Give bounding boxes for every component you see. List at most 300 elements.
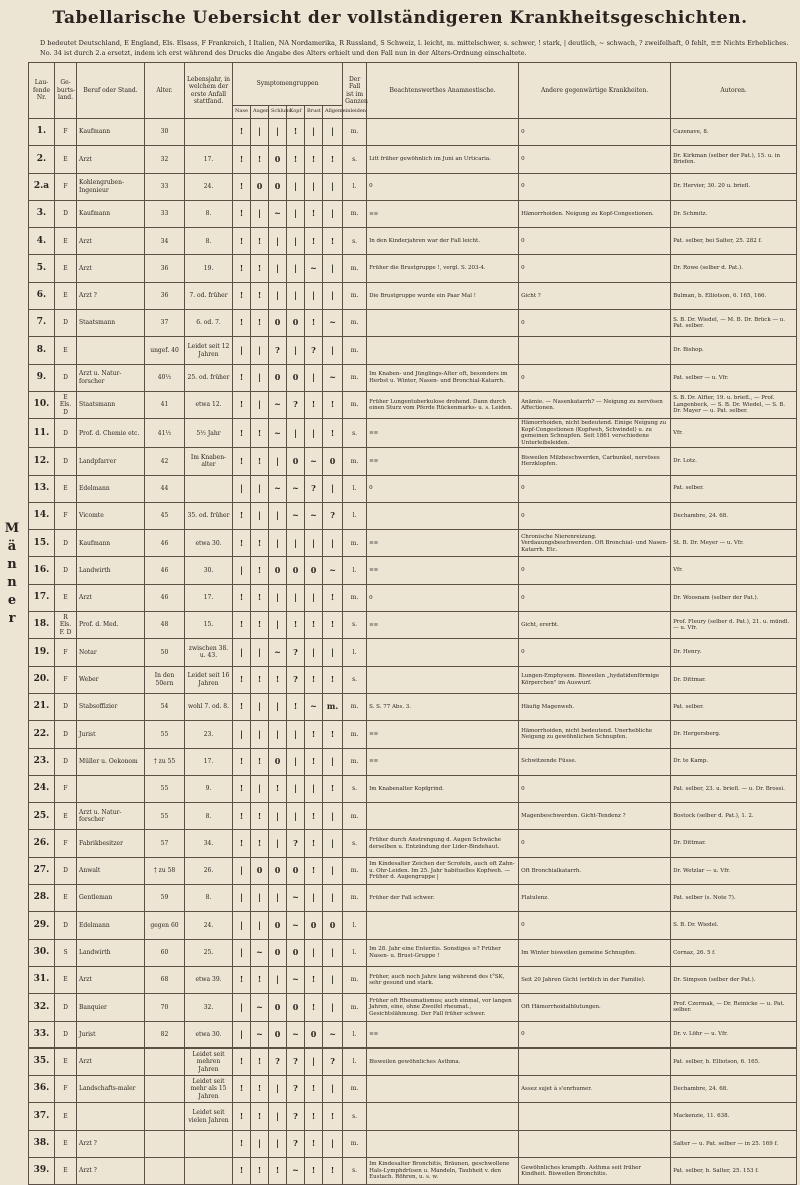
anamnesis: ≡≡ [367,721,519,748]
header-beruf: Beruf oder Stand. [77,63,145,119]
authors: S. B. Dr. Wiedel. [671,912,797,939]
symptom-mark: 0 [269,146,287,173]
authors: Vfr. [671,557,797,584]
birth-country: E [55,337,77,364]
anamnesis: Litt früher gewöhnlich im Juni an Urticaria. [367,146,519,173]
symptom-mark: ~ [269,391,287,418]
age: 46 [145,557,185,584]
onset-year: Leidet seit vielen Jahren [185,1103,233,1130]
symptom-mark: ~ [323,364,343,391]
header-symptom-col: Kopf [287,106,305,119]
table-row [29,857,797,884]
symptom-mark: | [269,1103,287,1130]
onset-year [185,1130,233,1157]
severity: m. [343,803,367,830]
symptom-mark: ! [233,966,251,993]
case-number: 24. [29,775,55,802]
symptom-mark: | [269,448,287,475]
birth-country: E [55,475,77,502]
authors: Dechambre, 24. 68. [671,502,797,529]
table-row [29,803,797,830]
header-symptom-col: Allgemeinleiden [323,106,343,119]
case-number: 7. [29,310,55,337]
anamnesis: Früher Lungentuberkulose drohend. Dann durch einen Sturz vom Pferde Rückenmarks- u. s. Leiden. [367,391,519,418]
symptom-mark: 0 [269,939,287,966]
other-diseases: 0 [519,475,671,502]
birth-country: R Els. F. D [55,612,77,639]
birth-country: D [55,994,77,1021]
header-alter: Alter. [145,63,185,119]
severity: m. [343,310,367,337]
table-row [29,530,797,557]
authors: Dr. Hervier, 30. 20 u. briefl. [671,173,797,200]
anamnesis: Im Knaben- und Jünglings-Alter oft, besonders im Herbst u. Winter, Nasen- und Bronchial-Katarrh. [367,364,519,391]
symptom-mark: ~ [269,419,287,448]
header-symptom-col: Brust [305,106,323,119]
symptom-mark: ! [251,830,269,857]
severity: l. [343,912,367,939]
authors: Dr. Woosnam (selber der Pat.). [671,584,797,611]
symptom-mark: ! [323,228,343,255]
case-number: 3. [29,200,55,227]
symptom-mark: ! [233,530,251,557]
age: 68 [145,966,185,993]
symptom-mark: ! [269,1157,287,1184]
other-diseases: Oft Hämorrhoidalblutungen. [519,994,671,1021]
age: 60 [145,939,185,966]
severity: m. [343,857,367,884]
onset-year [185,1157,233,1184]
profession: Arzt u. Natur-forscher [77,364,145,391]
anamnesis [367,502,519,529]
symptom-mark: ? [305,337,323,364]
header-andere: Andere gegenwärtige Krankheiten. [519,63,671,119]
symptom-mark: 0 [287,364,305,391]
authors: St. B. Dr. Meyer — u. Vfr. [671,530,797,557]
symptom-mark: ? [287,1048,305,1075]
authors: Pat. selber — u. Vfr. [671,364,797,391]
symptom-mark: ! [323,1103,343,1130]
symptom-mark: 0 [305,912,323,939]
symptom-mark: | [251,885,269,912]
table-row [29,391,797,418]
symptom-mark: | [251,475,269,502]
table-row [29,748,797,775]
birth-country: F [55,830,77,857]
symptom-mark: | [323,119,343,146]
anamnesis: 0 [367,475,519,502]
symptom-mark: | [323,857,343,884]
case-number: 15. [29,530,55,557]
symptom-mark: ! [251,557,269,584]
profession: Fabrikbesitzer [77,830,145,857]
symptom-mark: | [269,282,287,309]
age: 55 [145,775,185,802]
symptom-mark: ! [251,448,269,475]
symptom-mark: | [323,282,343,309]
profession: Edelmann [77,475,145,502]
symptom-mark: | [287,228,305,255]
severity: m. [343,255,367,282]
profession [77,1103,145,1130]
profession: Müller u. Oekonom [77,748,145,775]
authors: Bulman, b. Elliotson, 6. 165, 166. [671,282,797,309]
symptom-mark: | [323,173,343,200]
case-number: 12. [29,448,55,475]
case-number: 31. [29,966,55,993]
case-number: 18. [29,612,55,639]
symptom-mark: ! [305,857,323,884]
table-row [29,1076,797,1103]
onset-year: 26. [185,857,233,884]
symptom-mark: ! [305,228,323,255]
authors: Dr. te Kamp. [671,748,797,775]
anamnesis: 0 [367,584,519,611]
birth-country: E [55,803,77,830]
case-number: 19. [29,639,55,666]
symptom-mark: ! [287,119,305,146]
anamnesis [367,1130,519,1157]
symptom-mark: ! [251,1103,269,1130]
severity: l. [343,639,367,666]
table-row [29,1021,797,1048]
onset-year: Im Knaben-alter [185,448,233,475]
symptom-mark: ~ [287,502,305,529]
table-row [29,721,797,748]
table-row [29,994,797,1021]
header-symptome: Symptomengruppen [233,63,343,106]
symptom-mark: | [305,775,323,802]
age: 55 [145,721,185,748]
symptom-mark: ! [251,612,269,639]
profession: Arzt u. Natur-forscher [77,803,145,830]
other-diseases: Bisweilen Milzbeschwerden, Carbunkel, nervöses Herzklopfen. [519,448,671,475]
anamnesis: ≡≡ [367,530,519,557]
symptom-mark: | [287,173,305,200]
symptom-mark: | [233,912,251,939]
symptom-mark: 0 [251,173,269,200]
profession: Weber [77,666,145,693]
symptom-mark: ! [251,530,269,557]
anamnesis: ≡≡ [367,612,519,639]
symptom-mark: ? [323,502,343,529]
other-diseases [519,1103,671,1130]
onset-year: Leidet seit mehren Jahren [185,1048,233,1075]
symptom-mark: | [233,557,251,584]
severity: m. [343,885,367,912]
other-diseases: Gewöhnliches krampfh. Asthma seit früher Kindheit. Bisweilen Bronchitis. [519,1157,671,1184]
other-diseases: 0 [519,119,671,146]
birth-country: D [55,200,77,227]
anamnesis [367,1103,519,1130]
symptom-mark: ! [233,502,251,529]
severity: m. [343,530,367,557]
authors: Pat. selber, b. Salter, 25. 153 f. [671,1157,797,1184]
symptom-mark: m. [323,693,343,720]
symptom-mark: ! [305,1157,323,1184]
symptom-mark: ~ [323,310,343,337]
header-nr: Lau-fende Nr. [29,63,55,119]
authors: Dr. Dittmar. [671,830,797,857]
birth-country: E [55,282,77,309]
header-symptom-col: Augen [251,106,269,119]
symptom-mark: 0 [269,857,287,884]
profession: Arzt [77,1048,145,1075]
symptom-mark: ! [251,419,269,448]
symptom-mark: ~ [287,966,305,993]
onset-year: wohl 7. od. 8. [185,693,233,720]
other-diseases: 0 [519,228,671,255]
symptom-mark: ~ [287,1157,305,1184]
birth-country: E [55,228,77,255]
authors: Dr. Kirkman (selber der Pat.), 15. u. in Briefen. [671,146,797,173]
other-diseases: Lungen-Emphysem. Bisweilen „hydatidenförmige Körperchen" im Auswurf. [519,666,671,693]
authors: Dr. Rowe (selber d. Pat.). [671,255,797,282]
severity: m. [343,748,367,775]
symptom-mark: ! [251,282,269,309]
symptom-mark: ! [251,803,269,830]
onset-year: 6. od. 7. [185,310,233,337]
onset-year: 8. [185,803,233,830]
other-diseases: 0 [519,173,671,200]
authors: Mackenzie, 11. 638. [671,1103,797,1130]
symptom-mark: 0 [269,994,287,1021]
symptom-mark: | [269,119,287,146]
birth-country: E [55,1048,77,1075]
symptom-mark: | [287,200,305,227]
age: 46 [145,584,185,611]
symptom-mark: ! [233,228,251,255]
age: 57 [145,830,185,857]
anamnesis: Früher die Brustgruppe !, vergl. S. 203-4. [367,255,519,282]
symptom-mark: ? [305,475,323,502]
onset-year: etwa 39. [185,966,233,993]
anamnesis: Im 28. Jahr eine Enteritis. Sonstiges ≡? Früher Nasen- u. Brust-Gruppe ! [367,939,519,966]
age: gegen 60 [145,912,185,939]
authors: Dr. Schmitz. [671,200,797,227]
symptom-mark: 0 [287,857,305,884]
birth-country: E [55,1130,77,1157]
onset-year: Leidet seit 12 Jahren [185,337,233,364]
other-diseases: Seit 20 Jahren Gicht (erblich in der Familie). [519,966,671,993]
anamnesis [367,639,519,666]
severity: l. [343,1021,367,1048]
birth-country: D [55,557,77,584]
table-row [29,584,797,611]
age: 50 [145,639,185,666]
anamnesis: Früher oft Rheumatismus; auch einmal, vor langen Jahren, eine, ohne Zweifel rheumat., Gesichtslähmung. Der Fall früher schwer. [367,994,519,1021]
symptom-mark: | [323,475,343,502]
symptom-mark: ! [233,200,251,227]
other-diseases: 0 [519,1021,671,1048]
profession [77,337,145,364]
severity: s. [343,228,367,255]
age: 82 [145,1021,185,1048]
symptom-mark: | [305,530,323,557]
table-row [29,448,797,475]
symptom-mark: | [323,1076,343,1103]
symptom-mark: | [287,255,305,282]
symptom-mark: | [251,775,269,802]
age: 54 [145,693,185,720]
symptom-mark: | [287,530,305,557]
authors: Prof. Czermak, — Dr. Reinicke — u. Pat. selber. [671,994,797,1021]
other-diseases: 0 [519,255,671,282]
age: 46 [145,530,185,557]
other-diseases: 0 [519,584,671,611]
side-label: M ä n n e r [4,521,20,626]
anamnesis: ≡≡ [367,200,519,227]
symptom-mark: ! [323,775,343,802]
table-row [29,146,797,173]
profession: Arzt ? [77,282,145,309]
other-diseases: Flatulenz. [519,885,671,912]
anamnesis: In den Kinderjahren war der Fall leicht. [367,228,519,255]
onset-year: 23. [185,721,233,748]
severity: l. [343,557,367,584]
other-diseases: Hämorrhoiden, nicht bedeutend. Unerhebliche Neigung zu gewöhnlichen Schnupfen. [519,721,671,748]
symptom-mark: | [287,337,305,364]
anamnesis: Im Kindesalter Zeichen der Scrofeln, auch oft Zahn- u. Ohr-Leiden. Im 25. Jahr habituelles Kopfweh. — Früher d. Augengruppe | [367,857,519,884]
authors: Pat. selber, b. Elliotson, 6. 165. [671,1048,797,1075]
symptom-mark: ! [233,173,251,200]
authors: Vfr. [671,419,797,448]
age [145,1157,185,1184]
birth-country: F [55,666,77,693]
anamnesis: Früher der Fall schwer. [367,885,519,912]
symptom-mark: ~ [269,475,287,502]
onset-year: 24. [185,912,233,939]
profession: Arzt [77,966,145,993]
anamnesis: S. S. 77 Abs. 3. [367,693,519,720]
table-row [29,1048,797,1075]
age: 55 [145,803,185,830]
symptom-mark: ! [233,119,251,146]
symptom-mark: ~ [287,912,305,939]
onset-year: 8. [185,228,233,255]
symptom-mark: | [323,255,343,282]
case-number: 26. [29,830,55,857]
age: 36 [145,282,185,309]
age: 33 [145,200,185,227]
other-diseases: Hämorrhoiden, nicht bedeutend. Einige Neigung zu Kopf-Congestionen (Kopfweh, Schwindel) u. zu gemeinen Schnupfen. Seit 1861 verschiedene Unterleibsleiden. [519,419,671,448]
onset-year: etwa 30. [185,1021,233,1048]
symptom-mark: | [287,748,305,775]
onset-year: 34. [185,830,233,857]
header-autoren: Autoren. [671,63,797,119]
symptom-mark: ? [287,391,305,418]
symptom-mark: | [323,1130,343,1157]
case-number: 37. [29,1103,55,1130]
severity: s. [343,666,367,693]
severity: m. [343,282,367,309]
symptom-mark: | [251,119,269,146]
header-anamnese: Beachtenswerthes Anamnestische. [367,63,519,119]
case-number: 28. [29,885,55,912]
age: 32 [145,146,185,173]
symptom-mark: ? [287,639,305,666]
profession: Landschafts-maler [77,1076,145,1103]
symptom-mark: ! [251,666,269,693]
table-row [29,200,797,227]
header-lebensjahr: Lebensjahr, in welchem der erste Anfall stattfand. [185,63,233,119]
case-number: 8. [29,337,55,364]
authors: Dr. Wetzlar — u. Vfr. [671,857,797,884]
onset-year: zwischen 38. u. 43. [185,639,233,666]
authors: Cornaz, 26. 5 f. [671,939,797,966]
table-row [29,282,797,309]
profession: Kaufmann [77,119,145,146]
symptom-mark: ! [305,310,323,337]
case-number: 33. [29,1021,55,1048]
symptom-mark: | [251,364,269,391]
age: 70 [145,994,185,1021]
symptom-mark: 0 [287,557,305,584]
onset-year: 8. [185,885,233,912]
severity: l. [343,173,367,200]
profession [77,775,145,802]
symptom-mark: ! [233,612,251,639]
anamnesis: Früher, auch noch Jahre lang während des t°SK, sehr gesund und stark. [367,966,519,993]
age: 34 [145,228,185,255]
header-land: Ge-burts-land. [55,63,77,119]
symptom-mark: ? [287,666,305,693]
profession: Vicomte [77,502,145,529]
table-row [29,173,797,200]
other-diseases: 0 [519,912,671,939]
symptom-mark: ! [233,775,251,802]
onset-year [185,119,233,146]
symptom-mark: | [269,830,287,857]
symptom-mark: | [269,228,287,255]
symptom-mark: ! [233,1103,251,1130]
symptom-mark: | [287,419,305,448]
symptom-mark: 0 [269,310,287,337]
symptom-mark: | [269,721,287,748]
symptom-mark: ~ [287,475,305,502]
symptom-mark: | [233,475,251,502]
symptom-mark: | [305,885,323,912]
severity: m. [343,721,367,748]
symptom-mark: ! [251,255,269,282]
case-number: 11. [29,419,55,448]
symptom-mark: | [233,885,251,912]
other-diseases: Schwitzende Füsse. [519,748,671,775]
symptom-mark: ! [305,721,323,748]
onset-year: 15. [185,612,233,639]
birth-country: D [55,364,77,391]
symptom-mark: | [269,612,287,639]
symptom-mark: | [323,966,343,993]
symptom-mark: | [269,966,287,993]
case-number: 23. [29,748,55,775]
severity: m. [343,1130,367,1157]
severity: l. [343,475,367,502]
onset-year: 19. [185,255,233,282]
profession: Edelmann [77,912,145,939]
case-number: 22. [29,721,55,748]
symptom-mark: | [305,939,323,966]
symptom-mark: 0 [305,557,323,584]
symptom-mark: | [251,502,269,529]
symptom-mark: | [287,282,305,309]
symptom-mark: | [305,282,323,309]
symptom-mark: 0 [269,1021,287,1048]
symptom-mark: ! [233,830,251,857]
age: 30 [145,119,185,146]
other-diseases: 0 [519,146,671,173]
symptom-mark: | [305,173,323,200]
